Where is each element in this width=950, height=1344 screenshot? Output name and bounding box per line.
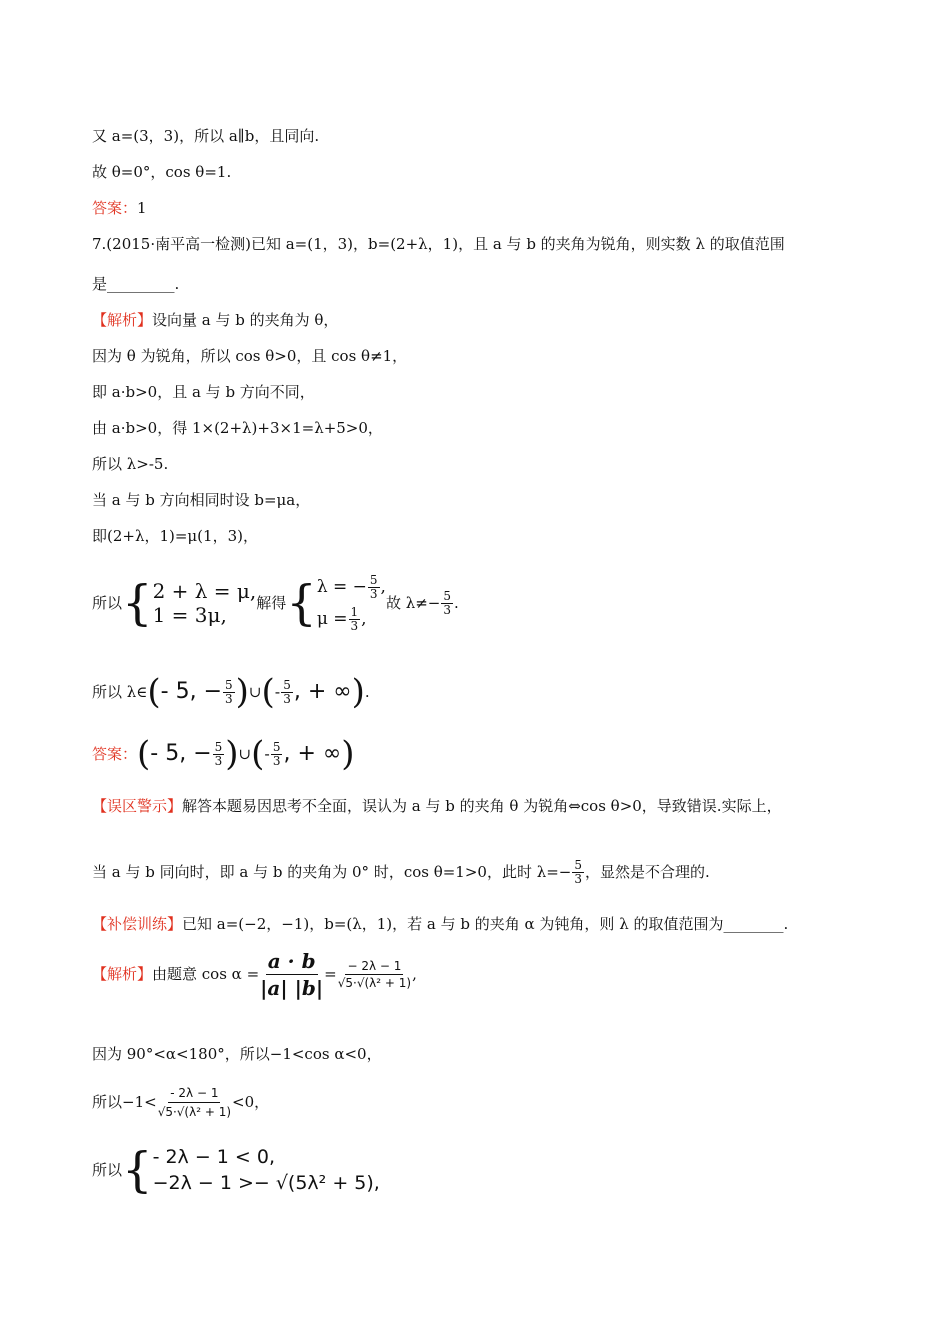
solution-line: 因为 θ 为锐角，所以 cos θ>0，且 cos θ≠1， (92, 347, 408, 365)
denominator: 3 (214, 753, 223, 768)
inequality-system (153, 1144, 380, 1196)
denominator: 3 (443, 602, 452, 617)
warning-line (92, 796, 782, 816)
interval-part: , + ∞ (293, 679, 352, 704)
answer-value: 1 (137, 199, 147, 217)
denominator: |a| |b| (260, 975, 324, 1000)
denominator: √5·√(λ² + 1) (157, 1104, 232, 1119)
solution-system: λ = − $\frac{5}{3}$ , μ = $\frac{1}{3}$ , (316, 573, 386, 633)
interval-part: - 5, − (160, 679, 223, 704)
equation: μ = (316, 609, 348, 629)
interval-part: - (264, 745, 270, 763)
text: 所以 (92, 1161, 123, 1179)
denominator: 3 (350, 619, 359, 633)
text: 当 a 与 b 同向时，即 a 与 b 的夹角为 0° 时，cos θ=1>0，此时 λ=− (92, 863, 572, 881)
numerator: 5 (443, 588, 452, 603)
supplement-tag: 【补偿训练】 (92, 915, 183, 933)
interval-part: , + ∞ (283, 741, 342, 766)
left-brace: { (122, 575, 153, 631)
equation-system-line: 所以 { 2 + λ = μ, 1 = 3μ, 解得 { λ = − $\frac{5}{3}$ , μ = $\frac{1}{3}$ , 故 λ≠− $\frac{5}{3}$ . (92, 573, 459, 633)
numerator: − 2λ − 1 (347, 958, 402, 973)
denominator: 3 (272, 753, 281, 768)
solution-line (92, 310, 338, 330)
union-symbol: ∪ (238, 745, 252, 763)
solution-text: 设向量 a 与 b 的夹角为 θ， (152, 311, 339, 329)
solution-line: 因为 90°<α<180°，所以−1<cos α<0， (92, 1045, 382, 1063)
solution-tag: 【解析】 (92, 965, 153, 983)
question-7-line1: 7.(2015·南平高一检测)已知 a=(1，3)，b=(2+λ，1)，且 a 与 b 的夹角为锐角，则实数 λ 的取值范围 (92, 235, 785, 253)
text: ，显然是不合理的. (585, 863, 710, 881)
denominator: 3 (225, 691, 233, 706)
left-brace: { (286, 575, 317, 631)
text: <0， (232, 1093, 270, 1111)
numerator: 5 (214, 739, 223, 754)
solution-tag: 【解析】 (92, 311, 153, 329)
denominator: 3 (369, 587, 378, 601)
numerator: 1 (350, 605, 359, 619)
numerator: 5 (283, 677, 291, 692)
numerator: 5 (369, 573, 378, 587)
equation: λ = − (316, 577, 367, 597)
answer-label: 答案： (92, 199, 138, 217)
text: 所以−1< (92, 1093, 157, 1111)
equation: 2 + λ = μ, (152, 579, 257, 603)
supplement-text: 已知 a=(−2，−1)，b=(λ，1)，若 a 与 b 的夹角 α 为钝角，则 λ 的取值范围为________. (182, 915, 789, 933)
inequality-line (92, 1080, 269, 1124)
text: 所以 (92, 594, 123, 612)
interval-line: 所以 λ∈ ( - 5, − $\frac{5}{3}$ ) ∪ ( - $\frac{5}{3}$ , + ∞ ) . (92, 672, 370, 712)
text: 故 λ≠− (385, 594, 441, 612)
solution-line: 当 a 与 b 方向相同时设 b=μa， (92, 491, 311, 509)
denominator: √5·√(λ² + 1) (337, 975, 412, 990)
union-symbol: ∪ (248, 683, 262, 701)
text: 解得 (256, 594, 287, 612)
final-system-line (92, 1140, 380, 1200)
equation-system (153, 579, 257, 627)
solution-line: 即(2+λ，1)=μ(1，3)， (92, 527, 258, 545)
text-line: 又 a=(3，3)，所以 a∥b，且同向. (92, 127, 320, 145)
text: 由题意 cos α = (152, 965, 260, 983)
solution-line: 即 a·b>0，且 a 与 b 方向不同， (92, 383, 315, 401)
interval-part: - (274, 683, 281, 701)
numerator: a · b (267, 948, 316, 973)
text: 所以 λ∈ (92, 683, 148, 701)
answer-line (92, 198, 147, 218)
cos-formula-line: 【解析】 由题意 cos α = $\frac{a \cdot b}{|a| |b|}$ = $\frac{- 2\lambda - 1}{\text{√5·√(λ² + 1)}}$ , (92, 948, 417, 1000)
left-brace: { (122, 1142, 153, 1198)
denominator: 3 (574, 871, 583, 886)
inequality: - 2λ − 1 < 0, (152, 1146, 276, 1168)
equation: 1 = 3μ, (152, 603, 227, 627)
interval-part: - 5, − (150, 741, 212, 766)
numerator: - 2λ − 1 (168, 1084, 220, 1103)
warning-tag: 【误区警示】 (92, 797, 183, 815)
solution-line: 所以 λ>-5. (92, 455, 169, 473)
supplement-line (92, 914, 788, 934)
answer-interval-line: 答案： ( - 5, − $\frac{5}{3}$ ) ∪ ( - $\frac{5}{3}$ , + ∞ ) (92, 734, 355, 774)
denominator: 3 (283, 691, 291, 706)
numerator: 5 (272, 739, 281, 754)
numerator: 5 (574, 857, 583, 872)
answer-label: 答案： (92, 745, 138, 763)
text-line: 故 θ=0°，cos θ=1. (92, 163, 232, 181)
solution-line: 由 a·b>0，得 1×(2+λ)+3×1=λ+5>0， (92, 419, 383, 437)
inequality: −2λ − 1 >− √(5λ² + 5), (152, 1172, 380, 1194)
warning-line2 (92, 854, 710, 890)
question-7-line2: 是_________. (92, 275, 180, 293)
warning-text: 解答本题易因思考不全面，误认为 a 与 b 的夹角 θ 为锐角⇔cos θ>0，导致错误.实际上， (182, 797, 782, 815)
numerator: 5 (225, 677, 233, 692)
